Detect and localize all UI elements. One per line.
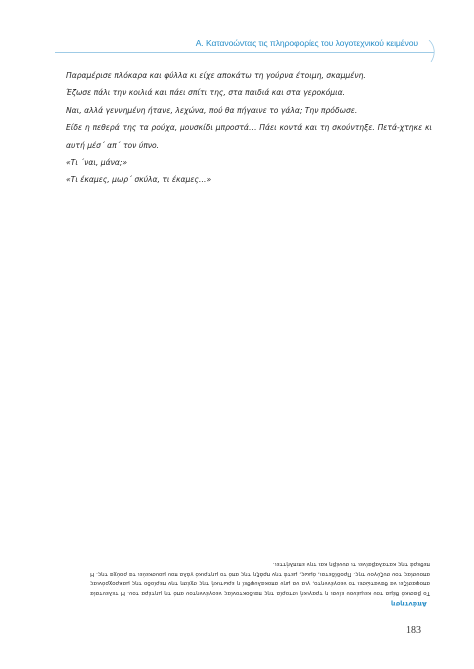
answer-title: Απάντηση [391, 600, 427, 607]
page-number: 183 [406, 625, 421, 636]
excerpt-line: Είδε η πεθερά της τα ρούχα, μουσκίδι μπροστά… Πάει κοντά και τη σκούντηξε. Πετά-χτηκε κι αυτή μέσ΄ απ΄ τον ύπνο. [66, 123, 432, 150]
upside-down-answer [90, 531, 430, 597]
excerpt-line: Έζωσε πάλι την κοιλιά και πάει σπίτι της, στα παιδιά και στα γεροκόμια. [66, 88, 346, 98]
literary-excerpt [66, 67, 432, 189]
excerpt-line: «Τι έκαμες, μωρ΄ σκύλα, τι έκαμες…» [66, 175, 212, 185]
excerpt-line: Παραμέρισε πλόκαρα και φύλλα κι είχε αποκάτω τη γούρνα έτοιμη, σκαμμένη. [66, 71, 366, 80]
running-header [0, 38, 474, 54]
excerpt-line: Ναι, αλλά γεννημένη ήτανε, λεχώνα, πού θα πήγαινε το γάλα; Την πρόδωσε. [66, 105, 358, 115]
header-corner-curve [427, 40, 439, 62]
excerpt-line: «Τι ΄ναι, μάνα;» [66, 158, 128, 168]
header-rule [55, 52, 434, 53]
answer-text: Το βασικό θέμα του κειμένου είναι η τραγική ιστορία της παιδοκτονίας νεογέννητου από τη μητέρα του. Η τελευταία αποφασίζει να θανατώσει το νεογέννητο, για να μην αποκαλυφθεί η ερωτική της σχέση την περίοδο της μακροχρόνιας απουσίας του συζύγου της. Προδίδεται, όμως, μετά την πράξη της από το μητρικό γάλα που μουσκεύει τα ρούχα της. Η πεθερά της καταλαβαίνει τι συνέβη και την επιπλήττει. [90, 561, 430, 596]
header-title: Α. Κατανοώντας τις πληροφορίες του λογοτεχνικού κειμένου [195, 38, 418, 48]
